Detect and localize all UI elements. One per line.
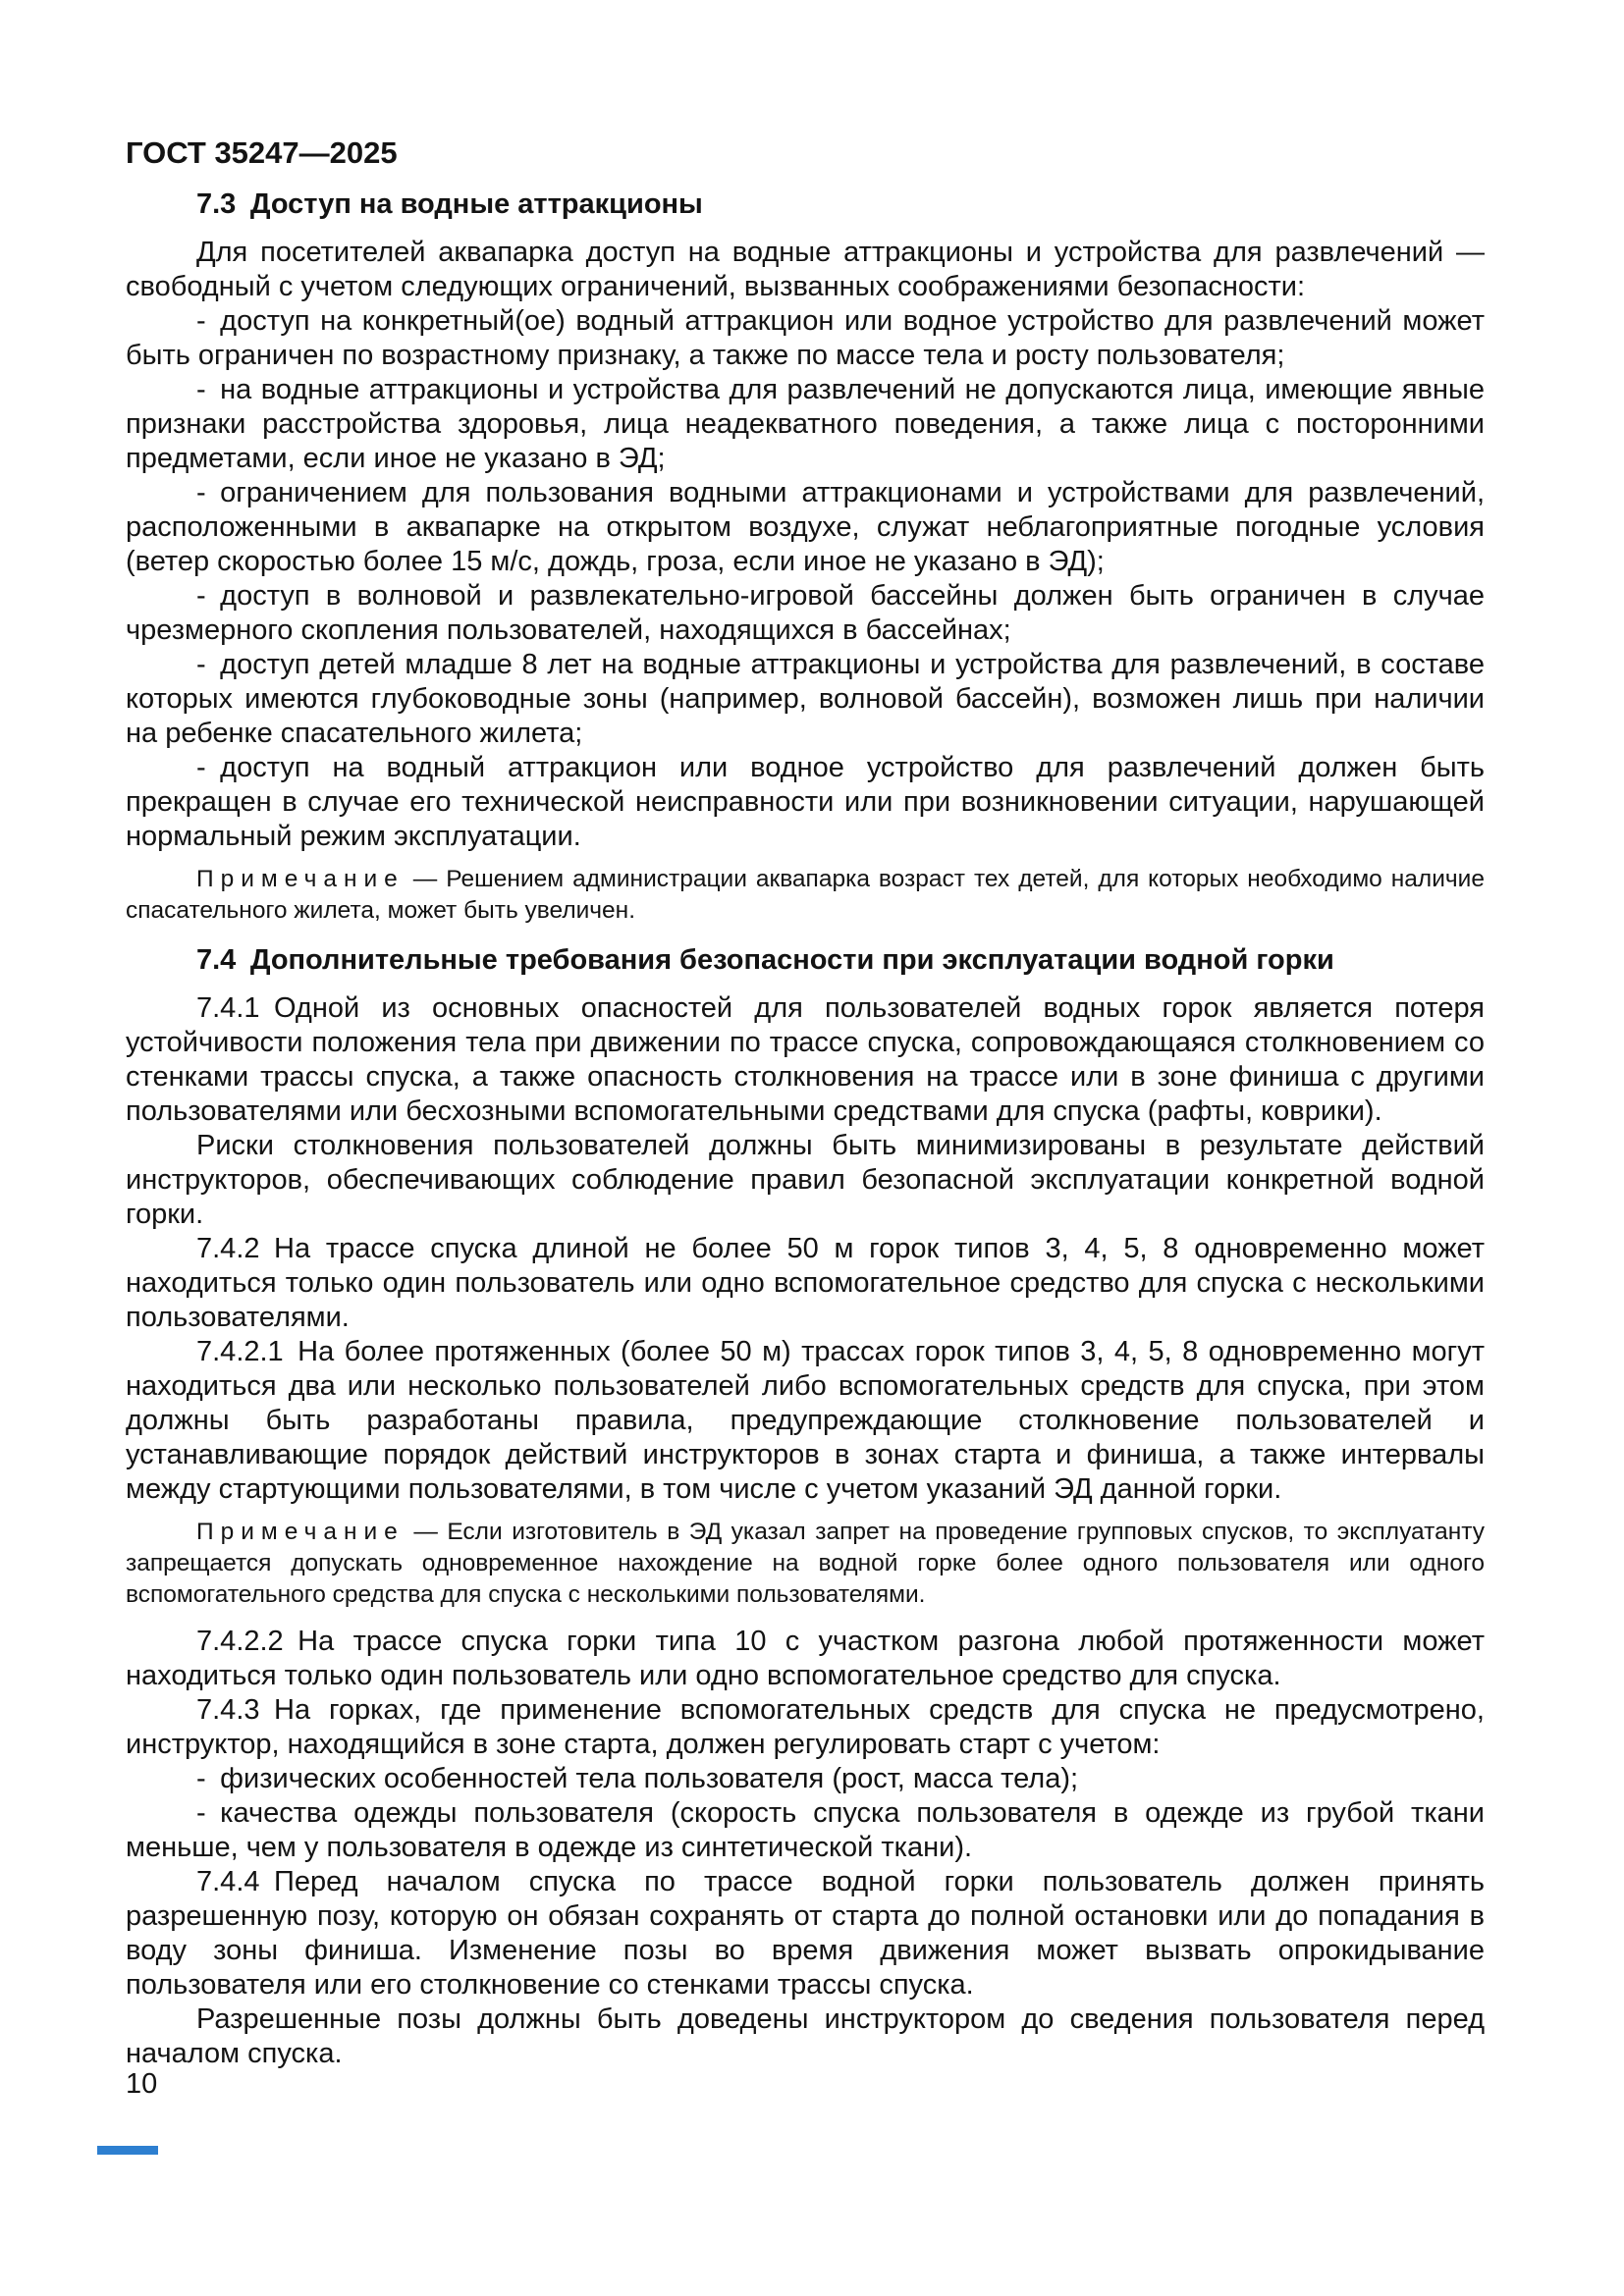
body-paragraph: Разрешенные позы должны быть доведены инструктором до сведения пользователя перед началом спуска. bbox=[126, 2003, 1485, 2069]
list-item: - ограничением для пользования водными аттракционами и устройствами для развлечений, расположенными в аквапарке на открытом воздухе, служат неблагоприятные погодные условия (ветер скоростью более 15 м/с, дождь, гроза, если иное не указано в ЭД); bbox=[126, 477, 1485, 577]
note-paragraph bbox=[126, 864, 1485, 927]
list-item: - доступ на конкретный(ое) водный аттракцион или водное устройство для развлечений может быть ограничен по возрастному признаку, а также по массе тела и росту пользователя; bbox=[126, 305, 1485, 371]
body-paragraph: Риски столкновения пользователей должны быть минимизированы в результате действий инструкторов, обеспечивающих соблюдение правил безопасной эксплуатации конкретной водной горки. bbox=[126, 1130, 1485, 1230]
document-body bbox=[126, 187, 1485, 2071]
body-paragraph: 7.4.2 На трассе спуска длиной не более 50 м горок типов 3, 4, 5, 8 одновременно может находиться только один пользователь или одно вспомогательное средство для спуска с несколькими пользователями. bbox=[126, 1233, 1485, 1333]
section-heading: 7.4 Дополнительные требования безопасности при эксплуатации водной горки bbox=[196, 944, 1334, 976]
body-paragraph: 7.4.4 Перед началом спуска по трассе водной горки пользователь должен принять разрешенную позу, которую он обязан сохранять от старта до полной остановки или до попадания в воду зоны финиша. Изменение позы во время движения может вызвать опрокидывание пользователя или его столкновение со стенками трассы спуска. bbox=[126, 1866, 1485, 2001]
note-label: Примечание bbox=[196, 866, 405, 892]
note-text: — Если изготовитель в ЭД указал запрет на проведение групповых спусков, то эксплуатанту запрещается допускать одновременное нахождение на водной горке более одного пользователя или одного вспомогательного средства для спуска с несколькими пользователями. bbox=[126, 1519, 1485, 1608]
list-item: - доступ на водный аттракцион или водное устройство для развлечений должен быть прекращен в случае его технической неисправности или при возникновении ситуации, нарушающей нормальный режим эксплуатации. bbox=[126, 752, 1485, 852]
body-paragraph: 7.4.2.2 На трассе спуска горки типа 10 с участком разгона любой протяженности может находиться только один пользователь или одно вспомогательное средство для спуска. bbox=[126, 1626, 1485, 1691]
list-item: - физических особенностей тела пользователя (рост, масса тела); bbox=[196, 1763, 1079, 1794]
body-paragraph: Для посетителей аквапарка доступ на водные аттракционы и устройства для развлечений — свободный с учетом следующих ограничений, вызванных соображениями безопасности: bbox=[126, 237, 1485, 302]
list-item: - качества одежды пользователя (скорость спуска пользователя в одежде из грубой ткани меньше, чем у пользователя в одежде из синтетической ткани). bbox=[126, 1797, 1485, 1863]
body-paragraph: 7.4.1 Одной из основных опасностей для пользователей водных горок является потеря устойчивости положения тела при движении по трассе спуска, сопровождающаяся столкновением со стенками трассы спуска, а также опасность столкновения на трассе или в зоне финиша с другими пользователями или бесхозными вспомогательными средствами для спуска (рафты, коврики). bbox=[126, 992, 1485, 1127]
standard-designation: ГОСТ 35247—2025 bbox=[126, 135, 398, 170]
page-margin-marker bbox=[97, 2146, 158, 2155]
page-number: 10 bbox=[126, 2068, 158, 2100]
body-paragraph: 7.4.2.1 На более протяженных (более 50 м) трассах горок типов 3, 4, 5, 8 одновременно могут находиться два или несколько пользователей либо вспомогательных средств для спуска, при этом должны быть разработаны правила, предупреждающие столкновение пользователей и устанавливающие порядок действий инструкторов в зонах старта и финиша, а также интервалы между стартующими пользователями, в том числе с учетом указаний ЭД данной горки. bbox=[126, 1336, 1485, 1505]
note-text: — Решением администрации аквапарка возраст тех детей, для которых необходимо наличие спасательного жилета, может быть увеличен. bbox=[126, 866, 1485, 924]
note-paragraph bbox=[126, 1517, 1485, 1611]
list-item: - доступ детей младше 8 лет на водные аттракционы и устройства для развлечений, в составе которых имеются глубоководные зоны (например, волновой бассейн), возможен лишь при наличии на ребенке спасательного жилета; bbox=[126, 649, 1485, 749]
list-item: - доступ в волновой и развлекательно-игровой бассейны должен быть ограничен в случае чрезмерного скопления пользователей, находящихся в бассейнах; bbox=[126, 580, 1485, 646]
section-heading: 7.3 Доступ на водные аттракционы bbox=[196, 188, 703, 220]
note-label: Примечание bbox=[196, 1519, 405, 1545]
body-paragraph: 7.4.3 На горках, где применение вспомогательных средств для спуска не предусмотрено, инструктор, находящийся в зоне старта, должен регулировать старт с учетом: bbox=[126, 1694, 1485, 1760]
list-item: - на водные аттракционы и устройства для развлечений не допускаются лица, имеющие явные признаки расстройства здоровья, лица неадекватного поведения, а также лица с посторонними предметами, если иное не указано в ЭД; bbox=[126, 374, 1485, 474]
